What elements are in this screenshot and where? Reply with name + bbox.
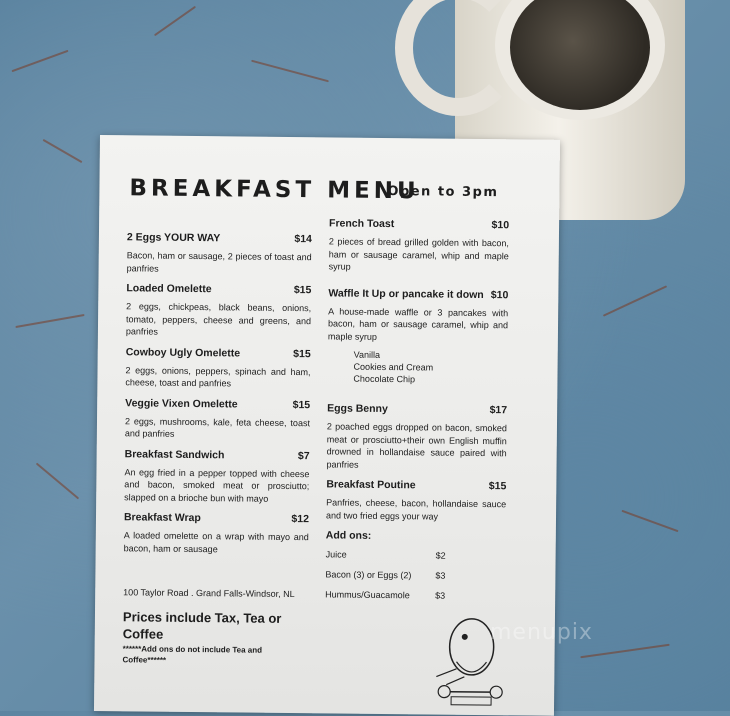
item-price: $12 [291, 513, 310, 526]
item-name: 2 Eggs YOUR WAY [126, 231, 221, 245]
menu-item [329, 217, 510, 274]
option-vanilla: Vanilla [353, 349, 381, 360]
item-name: Loaded Omelette [126, 282, 212, 296]
menu-item [327, 287, 508, 386]
item-price: $15 [292, 398, 311, 411]
menu-item [126, 282, 312, 339]
right-column [325, 217, 509, 611]
item-price: $15 [293, 347, 311, 360]
addon-row [325, 569, 505, 581]
item-name: Waffle It Up or pancake it down [328, 286, 484, 301]
item-price: $10 [490, 288, 509, 301]
item-description: An egg fried in a pepper topped with cheese and bacon, smoked meat or prosciutto; slapped on a brioche bun with mayo [124, 466, 310, 504]
item-description: Panfries, cheese, bacon, hollandaise sauce and two fried eggs your way [325, 497, 507, 522]
addons-title: Add ons: [325, 529, 372, 542]
addon-price: $2 [435, 550, 446, 561]
menu-item [125, 346, 310, 391]
addon-name: Juice [325, 549, 347, 560]
addon-price: $3 [435, 570, 446, 581]
menu-item [127, 231, 312, 276]
option-chocolate-chip: Chocolate Chip [353, 373, 416, 385]
item-description: 2 eggs, chickpeas, black beans, onions, tomato, peppers, cheese and greens, and panfries [125, 301, 312, 337]
menu-item [327, 402, 508, 472]
item-price: $7 [297, 449, 310, 462]
item-name: Breakfast Sandwich [124, 447, 225, 461]
restaurant-address: 100 Taylor Road . Grand Falls-Windsor, NL [123, 587, 295, 600]
addon-row [325, 589, 505, 601]
watermark: menupix [490, 620, 593, 645]
item-price: $17 [489, 404, 508, 417]
item-name: French Toast [329, 217, 395, 231]
item-description: A loaded omelette on a wrap with mayo and bacon, ham or sausage [123, 530, 309, 554]
item-name: Breakfast Wrap [123, 511, 201, 525]
item-description: Bacon, ham or sausage, 2 pieces of toast and panfries [126, 250, 312, 274]
item-price: $15 [293, 284, 312, 297]
addon-name: Hummus/Guacamole [325, 589, 410, 601]
item-description: 2 eggs, mushrooms, kale, feta cheese, toast and panfries [124, 415, 311, 439]
option-cookies-cream: Cookies and Cream [353, 361, 434, 373]
item-name: Eggs Benny [327, 402, 388, 416]
item-name: Veggie Vixen Omelette [125, 396, 238, 410]
item-name: Breakfast Poutine [326, 478, 416, 492]
item-description: A house-made waffle or 3 pancakes with bacon, ham or sausage caramel, whip and maple syrup [327, 305, 509, 342]
item-description: 2 pieces of bread grilled golden with bacon, ham or sausage caramel, whip and maple syrup [328, 236, 509, 272]
addon-row [326, 549, 506, 561]
menu-item [124, 511, 309, 556]
item-name: Cowboy Ugly Omelette [125, 345, 241, 359]
addon-name: Bacon (3) or Eggs (2) [325, 569, 412, 581]
addons-note: ******Add ons do not include Tea and Coffee****** [122, 644, 263, 665]
item-description: 2 poached eggs dropped on bacon, smoked meat or prosciutto+their own English muffin drowned in hollandaise sauce paired with panfries [326, 421, 508, 470]
menu-item [125, 397, 310, 442]
addon-price: $3 [435, 590, 446, 601]
item-description: 2 eggs, onions, peppers, spinach and ham, cheese, toast and panfries [125, 364, 311, 389]
menu-item [124, 448, 310, 505]
menu-hours: Open to 3pm [387, 184, 499, 201]
menu-item [326, 478, 506, 523]
waffle-flavor-options [327, 348, 507, 386]
item-price: $15 [488, 480, 507, 493]
item-price: $10 [491, 219, 510, 232]
menu-title: BREAKFAST MENU [129, 175, 420, 205]
item-price: $14 [294, 233, 312, 246]
prices-note: Prices include Tax, Tea or Coffee [122, 609, 282, 642]
left-column [124, 231, 312, 564]
